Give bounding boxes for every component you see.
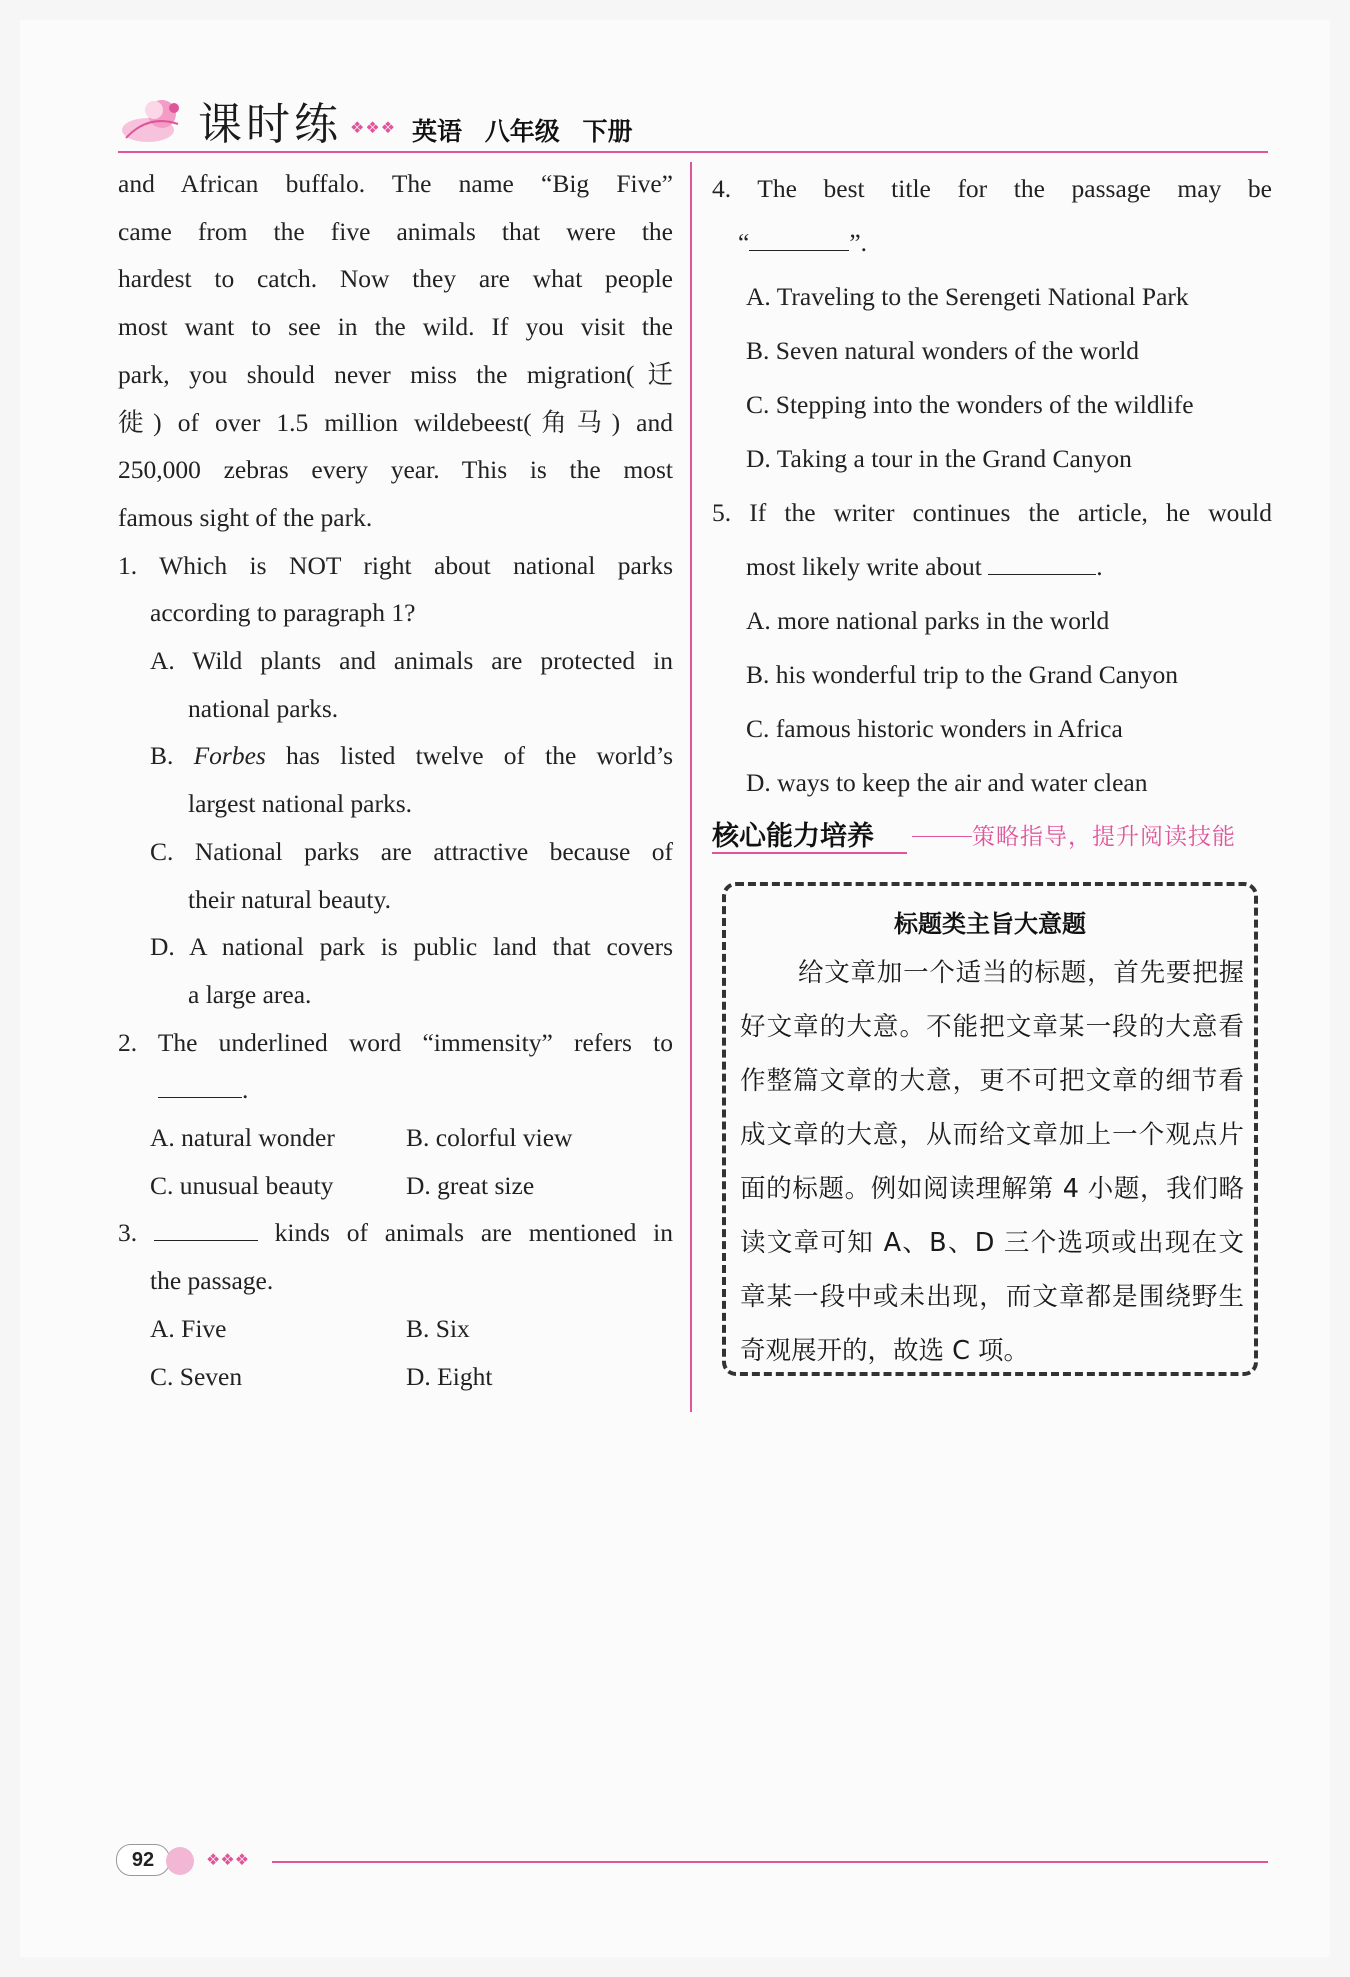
italic-forbes: Forbes bbox=[193, 741, 266, 771]
passage-line: most want to see in the wild. If you visit the bbox=[118, 312, 673, 342]
option-a: A. natural wonder bbox=[150, 1123, 335, 1153]
answer-blank[interactable]: “ ”. bbox=[712, 216, 1272, 270]
option-d-cont: a large area. bbox=[188, 979, 312, 1009]
option-b-cont: largest national parks. bbox=[188, 789, 413, 819]
option-d: D. A national park is public land that covers bbox=[150, 932, 673, 962]
option-c: C. famous historic wonders in Africa bbox=[746, 714, 1123, 743]
footer-diamonds-icon: ❖❖❖ bbox=[206, 1850, 250, 1869]
option-c: C. Stepping into the wonders of the wildlife bbox=[746, 390, 1194, 419]
tip-body: 给文章加一个适当的标题，首先要把握好文章的大意。不能把文章某一段的大意看作整篇文章的大意，更不可把文章的细节看成文章的大意，从而给文章加上一个观点片面的标题。例如阅读理解第 4 小题，我们略读文章可知 A、B、D 三个选项或出现在文章某一段中或未出现，而文章都是围绕野生奇观展开的，故选 C 项。 bbox=[740, 958, 1244, 1366]
option-c: C. National parks are attractive because of bbox=[150, 836, 673, 866]
footer-line bbox=[272, 1861, 1268, 1863]
answer-blank[interactable]: . bbox=[118, 1066, 673, 1114]
question-stem: the passage. bbox=[150, 1266, 274, 1296]
option-b: B. Seven natural wonders of the world bbox=[746, 336, 1140, 365]
option-b: B. Six bbox=[406, 1313, 470, 1343]
passage-line: 250,000 zebras every year. This is the most bbox=[118, 455, 673, 485]
question-3 bbox=[118, 1209, 673, 1400]
passage-line: 徙) of over 1.5 million wildebeest(角马) and bbox=[118, 407, 673, 437]
option-a: A. more national parks in the world bbox=[746, 606, 1110, 635]
footer-bubble-icon bbox=[166, 1847, 194, 1875]
option-d: D. Eight bbox=[406, 1361, 493, 1391]
question-stem: 1. Which is NOT right about national parks bbox=[118, 550, 673, 580]
subject: 英语 bbox=[412, 117, 463, 146]
options-row bbox=[118, 1305, 673, 1353]
option-d: D. ways to keep the air and water clean bbox=[746, 768, 1148, 797]
tip-title: 标题类主旨大意题 bbox=[894, 910, 1086, 938]
options-row bbox=[118, 1114, 673, 1162]
passage-line: park, you should never miss the migration(迁 bbox=[118, 359, 673, 389]
option-c-cont: their natural beauty. bbox=[188, 884, 391, 914]
left-column bbox=[118, 160, 673, 1400]
title-underline bbox=[712, 852, 907, 854]
series-title: 课时练 bbox=[198, 99, 342, 150]
passage-line: and African buffalo. The name “Big Five” bbox=[118, 169, 673, 198]
header-diamonds-icon: ❖❖❖ bbox=[350, 118, 397, 137]
option-a: A. Wild plants and animals are protected in bbox=[150, 646, 673, 676]
answer-blank[interactable] bbox=[154, 1214, 258, 1241]
section-subtitle: 策略指导，提升阅读技能 bbox=[972, 824, 1236, 850]
core-ability-heading bbox=[712, 812, 1272, 856]
dash-line bbox=[912, 836, 972, 837]
option-a: A. Traveling to the Serengeti National Park bbox=[746, 282, 1189, 311]
page-number: 92 bbox=[116, 1844, 170, 1876]
option-c: C. unusual beauty bbox=[150, 1170, 334, 1200]
option-b: B. colorful view bbox=[406, 1123, 573, 1153]
tip-box bbox=[722, 882, 1258, 1376]
header-divider bbox=[118, 151, 1268, 153]
right-column bbox=[712, 162, 1272, 810]
question-4 bbox=[712, 162, 1272, 486]
passage-line: came from the five animals that were the bbox=[118, 216, 673, 246]
question-stem: 2. The underlined word “immensity” refers to bbox=[118, 1027, 673, 1057]
options-row bbox=[118, 1162, 673, 1210]
question-2 bbox=[118, 1019, 673, 1210]
answer-blank[interactable] bbox=[988, 548, 1096, 575]
question-1 bbox=[118, 542, 673, 1019]
question-stem: most likely write about . bbox=[712, 540, 1272, 594]
passage-line: hardest to catch. Now they are what people bbox=[118, 264, 673, 294]
option-c: C. Seven bbox=[150, 1361, 243, 1391]
options-row bbox=[118, 1353, 673, 1401]
question-5 bbox=[712, 486, 1272, 810]
option-b: B. his wonderful trip to the Grand Canyon bbox=[746, 660, 1179, 689]
option-d: D. Taking a tour in the Grand Canyon bbox=[746, 444, 1132, 473]
grade: 八年级 bbox=[484, 117, 560, 146]
column-divider bbox=[690, 162, 692, 1412]
volume: 下册 bbox=[582, 117, 633, 146]
question-stem: according to paragraph 1? bbox=[150, 598, 416, 628]
option-a-cont: national parks. bbox=[188, 693, 339, 723]
question-stem: 4. The best title for the passage may be bbox=[712, 174, 1272, 203]
header-subject-grade bbox=[412, 112, 632, 148]
passage-line: famous sight of the park. bbox=[118, 502, 373, 532]
section-title: 核心能力培养 bbox=[712, 821, 874, 852]
option-d: D. great size bbox=[406, 1170, 535, 1200]
question-stem: 3. kinds of animals are mentioned in bbox=[118, 1209, 673, 1257]
question-stem: 5. If the writer continues the article, he would bbox=[712, 498, 1272, 527]
option-b: B. Forbes has listed twelve of the world’s bbox=[150, 741, 673, 771]
page-header bbox=[118, 88, 1268, 158]
option-a: A. Five bbox=[150, 1313, 227, 1343]
flower-logo-icon bbox=[118, 94, 194, 150]
